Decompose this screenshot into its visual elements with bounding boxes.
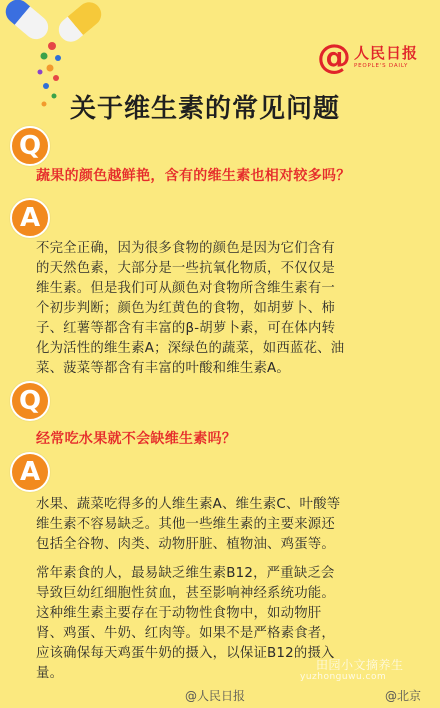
peoples-daily-logo — [316, 37, 418, 77]
question-1: 蔬果的颜色越鲜艳，含有的维生素也相对较多吗？ — [36, 168, 351, 184]
answer-line: 这种维生素主要存在于动物性食物中，如动物肝 — [36, 606, 322, 621]
answer-badge: A — [10, 198, 50, 238]
answer-1 — [36, 239, 430, 379]
watermark-title: 田园小文摘养生 — [316, 658, 404, 672]
answer-line: 个初步判断；颜色为红黄色的食物，如胡萝卜、柿 — [36, 301, 335, 316]
logo-subtitle: PEOPLE'S DAILY — [353, 62, 409, 69]
weibo-handle-beijing[interactable]: @北京 — [385, 689, 422, 703]
answer-line: 导致巨幼红细胞性贫血，甚至影响神经系统功能。 — [36, 586, 335, 601]
logo-text — [354, 45, 418, 70]
weibo-handle-peoples-daily[interactable]: @人民日报 — [185, 689, 246, 703]
answer-line: 菜、菠菜等都含有丰富的叶酸和维生素A。 — [36, 361, 290, 376]
answer-line: 肾、鸡蛋、牛奶、红肉等。如果不是严格素食者， — [36, 626, 335, 641]
answer-2-paragraph-1 — [36, 495, 430, 555]
answer-line: 维生素不容易缺乏。其他一些维生素的主要来源还 — [36, 517, 335, 532]
answer-line: 量。 — [36, 666, 64, 681]
answer-line: 不完全正确，因为很多食物的颜色是因为它们含有 — [36, 241, 335, 256]
logo-name: 人民日报 — [353, 43, 418, 62]
question-badge: Q — [10, 126, 50, 166]
answer-line: 常年素食的人，最易缺乏维生素B12，严重缺乏会 — [36, 566, 335, 581]
logo-at-icon: @ — [316, 37, 351, 77]
question-badge: Q — [10, 381, 50, 421]
answer-line: 子、红薯等都含有丰富的β-胡萝卜素，可在体内转 — [36, 321, 336, 336]
page-title: 关于维生素的常见问题 — [70, 94, 341, 124]
answer-line: 水果、蔬菜吃得多的人维生素A、维生素C、叶酸等 — [36, 497, 341, 512]
question-2: 经常吃水果就不会缺维生素吗？ — [36, 431, 237, 447]
answer-line: 维生素。但是我们可从颜色对食物所含维生素有一 — [36, 281, 335, 296]
watermark-url: yuzhonguwu.com — [300, 672, 387, 682]
answer-line: 的天然色素，大部分是一些抗氧化物质，不仅仅是 — [36, 261, 335, 276]
footer — [0, 684, 440, 706]
answer-line: 包括全谷物、肉类、动物肝脏、植物油、鸡蛋等。 — [36, 537, 335, 552]
answer-line: 应该确保每天鸡蛋牛奶的摄入，以保证B12的摄入 — [36, 646, 335, 661]
answer-badge: A — [10, 452, 50, 492]
answer-line: 化为活性的维生素A；深绿色的蔬菜，如西蓝花、油 — [36, 341, 345, 356]
